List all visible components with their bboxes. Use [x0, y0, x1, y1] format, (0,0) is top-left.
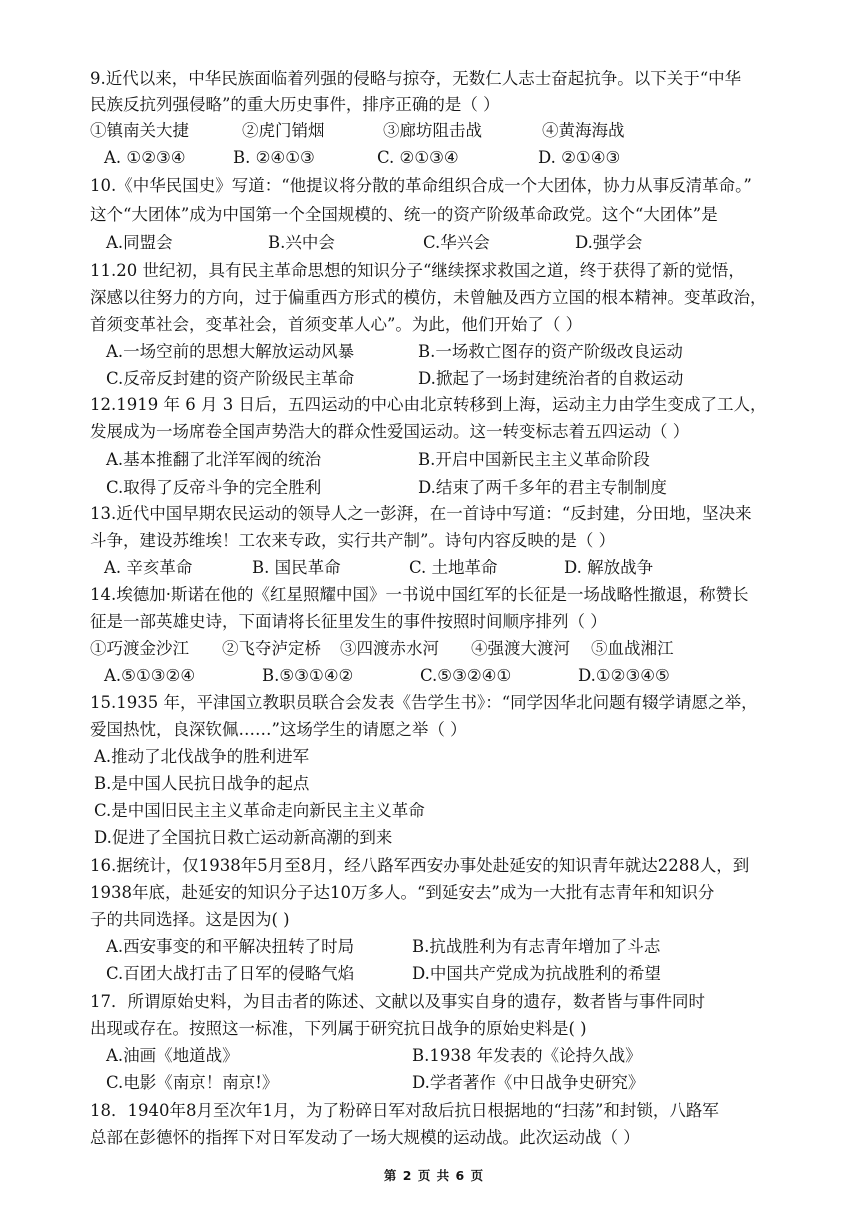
question-12-stem-line-1: 12.1919 年 6 月 3 日后，五四运动的中心由北京转移到上海，运动主力由学生变成了工人，	[90, 395, 767, 414]
question-9-stem-line-2: 民族反抗列强侵略”的重大历史事件，排序正确的是（ ）	[90, 95, 500, 114]
question-11-option-c[interactable]: C.反帝反封建的资产阶级民主革命	[106, 369, 355, 388]
question-18-stem-line-2: 总部在彭德怀的指挥下对日军发动了一场大规模的运动战。此次运动战（ ）	[90, 1128, 640, 1147]
question-14-event-3: ③四渡赤水河	[340, 639, 439, 658]
question-14-option-b[interactable]: B.⑤③①④②	[262, 666, 354, 685]
question-17-option-b[interactable]: B.1938 年发表的《论持久战》	[412, 1046, 642, 1065]
question-9-option-a[interactable]: A. ①②③④	[104, 148, 186, 167]
question-11-option-d[interactable]: D.掀起了一场封建统治者的自救运动	[418, 369, 684, 388]
question-9-event-2: ②虎门销烟	[242, 121, 325, 140]
question-11-stem-line-3: 首须变革社会，变革社会，首须变革人心”。为此，他们开始了（ ）	[90, 315, 583, 334]
question-16-stem-line-3: 子的共同选择。这是因为( )	[90, 910, 290, 929]
question-9-option-d[interactable]: D. ②①④③	[538, 148, 621, 167]
question-13-option-a[interactable]: A. 辛亥革命	[104, 558, 193, 577]
question-17-option-c[interactable]: C.电影《南京！南京!》	[106, 1073, 279, 1092]
question-9-stem-line-1: 9.近代以来，中华民族面临着列强的侵略与掠夺，无数仁人志士奋起抗争。以下关于“中华	[90, 69, 742, 88]
question-14-option-a[interactable]: A.⑤①③②④	[104, 666, 196, 685]
question-10-option-a[interactable]: A.同盟会	[106, 233, 173, 252]
question-11-option-a[interactable]: A.一场空前的思想大解放运动风暴	[106, 342, 355, 361]
question-13-stem-line-2: 斗争，建设苏维埃！工农来专政，实行共产制”。诗句内容反映的是（ ）	[90, 531, 616, 550]
question-9-event-4: ④黄海海战	[542, 121, 625, 140]
question-17-option-a[interactable]: A.油画《地道战》	[106, 1046, 239, 1065]
question-17-option-d[interactable]: D.学者著作《中日战争史研究》	[412, 1073, 645, 1092]
question-10-stem-line-2: 这个“大团体”成为中国第一个全国规模的、统一的资产阶级革命政党。这个“大团体”是	[90, 205, 718, 224]
question-17-stem-line-1: 17．所谓原始史料，为目击者的陈述、文献以及事实自身的遗存，数者皆与事件同时	[90, 992, 705, 1011]
question-9-event-3: ③廊坊阻击战	[383, 121, 482, 140]
question-14-event-4: ④强渡大渡河	[471, 639, 570, 658]
question-14-event-1: ①巧渡金沙江	[90, 639, 189, 658]
question-9-option-b[interactable]: B. ②④①③	[233, 148, 315, 167]
question-11-option-b[interactable]: B.一场救亡图存的资产阶级改良运动	[418, 342, 683, 361]
question-14-option-c[interactable]: C.⑤③②④①	[420, 666, 512, 685]
question-16-option-b[interactable]: B.抗战胜利为有志青年增加了斗志	[412, 937, 661, 956]
question-18-stem-line-1: 18．1940年8月至次年1月，为了粉碎日军对敌后抗日根据地的“扫荡”和封锁，八路军	[90, 1101, 719, 1120]
question-14-stem-line-2: 征是一部英雄史诗，下面请将长征里发生的事件按照时间顺序排列（ ）	[90, 612, 607, 631]
question-16-option-a[interactable]: A.西安事变的和平解决扭转了时局	[106, 937, 355, 956]
question-12-option-d[interactable]: D.结束了两千多年的君主专制制度	[418, 478, 667, 497]
question-13-option-b[interactable]: B. 国民革命	[252, 558, 341, 577]
question-13-option-c[interactable]: C. 土地革命	[409, 558, 498, 577]
question-10-option-b[interactable]: B.兴中会	[268, 233, 335, 252]
question-12-option-c[interactable]: C.取得了反帝斗争的完全胜利	[106, 478, 322, 497]
question-11-stem-line-1: 11.20 世纪初，具有民主革命思想的知识分子“继续探求救国之道，终于获得了新的觉悟，	[90, 261, 745, 280]
question-14-option-d[interactable]: D.①②③④⑤	[578, 666, 670, 685]
question-13-option-d[interactable]: D. 解放战争	[564, 558, 654, 577]
question-16-stem-line-1: 16.据统计，仅1938年5月至8月，经八路军西安办事处赴延安的知识青年就达2288人，到	[90, 856, 750, 875]
page-number-footer: 第 2 页 共 6 页	[383, 1168, 485, 1183]
question-16-option-d[interactable]: D.中国共产党成为抗战胜利的希望	[412, 964, 661, 983]
question-17-stem-line-2: 出现或存在。按照这一标准，下列属于研究抗日战争的原始史料是( )	[90, 1019, 587, 1038]
question-11-stem-line-2: 深感以往努力的方向，过于偏重西方形式的模仿，未曾触及西方立国的根本精神。变革政治，	[90, 288, 767, 307]
question-15-option-a[interactable]: A.推动了北伐战争的胜利进军	[94, 747, 310, 766]
question-14-event-5: ⑤血战湘江	[591, 639, 674, 658]
question-10-option-c[interactable]: C.华兴会	[423, 233, 490, 252]
question-15-option-c[interactable]: C.是中国旧民主主义革命走向新民主主义革命	[94, 801, 425, 820]
question-12-stem-line-2: 发展成为一场席卷全国声势浩大的群众性爱国运动。这一转变标志着五四运动（ ）	[90, 422, 690, 441]
question-12-option-b[interactable]: B.开启中国新民主主义革命阶段	[418, 450, 650, 469]
question-9-event-1: ①镇南关大捷	[90, 121, 189, 140]
question-16-stem-line-2: 1938年底，赴延安的知识分子达10万多人。“到延安去”成为一大批有志青年和知识分	[90, 883, 715, 902]
question-15-option-b[interactable]: B.是中国人民抗日战争的起点	[94, 774, 310, 793]
question-15-stem-line-1: 15.1935 年，平津国立教职员联合会发表《告学生书》：“同学因华北问题有辍学请愿之举，	[90, 693, 758, 712]
question-10-stem-line-1: 10.《中华民国史》写道：“他提议将分散的革命组织合成一个大团体，协力从事反清革命。”	[90, 176, 752, 195]
question-9-option-c[interactable]: C. ②①③④	[377, 148, 459, 167]
question-12-option-a[interactable]: A.基本推翻了北洋军阀的统治	[106, 450, 322, 469]
question-15-stem-line-2: 爱国热忱，良深钦佩……”这场学生的请愿之举（ ）	[90, 720, 467, 739]
question-14-stem-line-1: 14.埃德加·斯诺在他的《红星照耀中国》一书说中国红军的长征是一场战略性撤退，称赞长	[90, 585, 749, 604]
question-13-stem-line-1: 13.近代中国早期农民运动的领导人之一彭湃，在一首诗中写道：“反封建，分田地，坚决来	[90, 504, 752, 523]
question-15-option-d[interactable]: D.促进了全国抗日救亡运动新高潮的到来	[94, 828, 393, 847]
question-10-option-d[interactable]: D.强学会	[575, 233, 643, 252]
question-14-event-2: ②飞夺泸定桥	[222, 639, 321, 658]
question-16-option-c[interactable]: C.百团大战打击了日军的侵略气焰	[106, 964, 355, 983]
